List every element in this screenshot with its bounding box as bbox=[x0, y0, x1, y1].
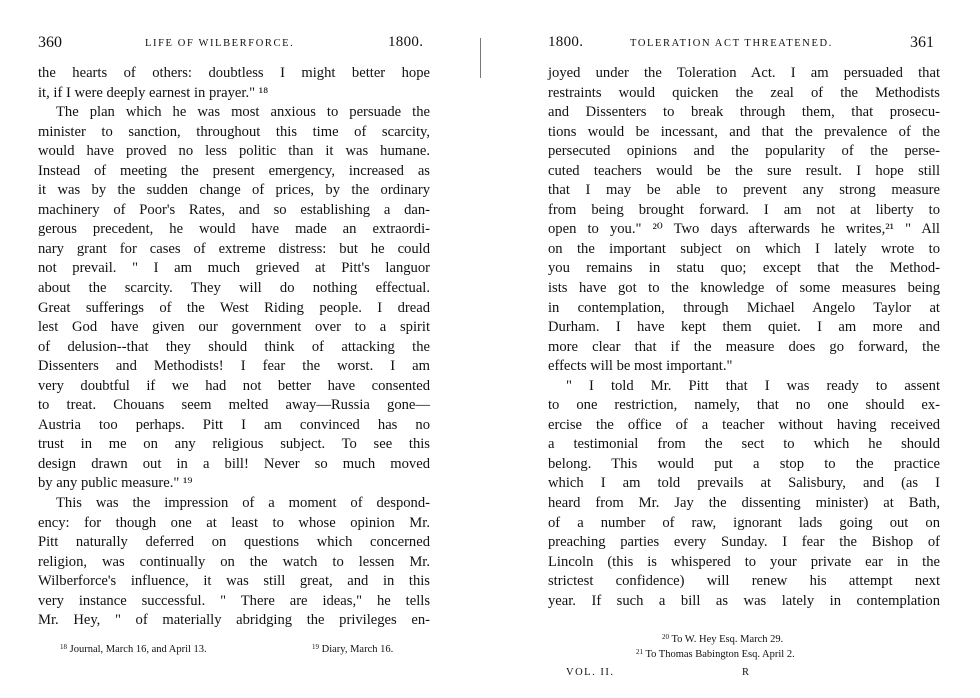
text-line: would have proved no less politic than it was humane. bbox=[38, 143, 430, 160]
running-head-left: LIFE OF WILBERFORCE. bbox=[145, 38, 295, 49]
text-line: year. If such a bill as was lately in contemplation bbox=[548, 592, 940, 609]
right-page bbox=[490, 0, 980, 698]
text-line: in contemplation, through Michael Angelo Taylor at bbox=[548, 299, 940, 316]
signature-volume: VOL. II. bbox=[566, 667, 615, 678]
text-line: Great sufferings of the West Riding people. I dread bbox=[38, 299, 430, 316]
left-body-text bbox=[38, 64, 430, 631]
text-line: Wilberforce's influence, it was still great, and in this bbox=[38, 573, 430, 590]
text-line: tions would be incessant, and that the prevalence of the bbox=[548, 123, 940, 140]
text-line: Mr. Hey, " of materially abridging the privileges en- bbox=[38, 612, 430, 629]
footnote-text: To W. Hey Esq. March 29. bbox=[671, 634, 784, 645]
text-line: belong. This would put a stop to the practice bbox=[548, 455, 940, 472]
text-line: it was by the sudden change of prices, by the ordinary bbox=[38, 182, 430, 199]
text-line: not prevail. " I am much grieved at Pitt's languor bbox=[38, 260, 430, 277]
text-line: of delusion--that they should think of attacking the bbox=[38, 338, 430, 355]
footnote-21 bbox=[636, 648, 795, 660]
text-line: ency: for though one at least to whose opinion Mr. bbox=[38, 514, 430, 531]
footnote-text: To Thomas Babington Esq. April 2. bbox=[645, 649, 795, 660]
right-body-text bbox=[548, 64, 940, 611]
text-line: ercise the office of a teacher without having received bbox=[548, 416, 940, 433]
text-line: the hearts of others: doubtless I might better hope bbox=[38, 65, 430, 81]
text-line: nary grant for cases of extreme distress: but he could bbox=[38, 240, 430, 257]
text-line: from being brought forward. I am not at liberty to bbox=[548, 201, 940, 218]
footnote-20 bbox=[662, 633, 783, 645]
text-line: very doubtful if we had not better have consented bbox=[38, 377, 430, 394]
text-line: a testimonial from the sect to which he should bbox=[548, 436, 940, 453]
text-line: design drawn out in a bill! Never so much moved bbox=[38, 455, 430, 472]
year-right: 1800. bbox=[548, 34, 584, 50]
text-line: of a number of raw, ignorant lads going out on bbox=[548, 514, 940, 531]
text-line: gerous precedent, he would have made an extraordi- bbox=[38, 221, 430, 238]
text-line: religion, was continually on the watch to lessen Mr. bbox=[38, 553, 430, 570]
gutter-mark bbox=[480, 38, 481, 78]
footnote-mark: 18 bbox=[60, 643, 67, 651]
text-line: about the scarcity. They will do nothing effectual. bbox=[38, 280, 430, 297]
signature-letter: R bbox=[742, 667, 750, 678]
footnote-18 bbox=[60, 643, 207, 655]
page-number-left: 360 bbox=[38, 34, 62, 51]
text-line: Austria too perhaps. Pitt I am convinced has no bbox=[38, 416, 430, 433]
text-line: which I am told prevails at Salisbury, and (as I bbox=[548, 475, 940, 492]
footnote-mark: 19 bbox=[312, 643, 319, 651]
text-line: on the important subject on which I lately wrote to bbox=[548, 240, 940, 257]
text-line: Dissenters and Methodists! I fear the worst. I am bbox=[38, 358, 430, 375]
text-line: heard from Mr. Jay the dissenting minister) at Bath, bbox=[548, 495, 940, 512]
footnote-text: Journal, March 16, and April 13. bbox=[69, 644, 207, 655]
text-line: it, if I were deeply earnest in prayer." ¹⁸ bbox=[38, 84, 269, 101]
text-line: Instead of meeting the present emergency, increased as bbox=[38, 162, 430, 179]
running-head-right: TOLERATION ACT THREATENED. bbox=[630, 38, 833, 49]
text-line: and Dissenters to break through them, that prosecu- bbox=[548, 104, 940, 121]
text-line: lest God have given our government over to a spirit bbox=[38, 319, 430, 336]
text-line: Pitt naturally deferred on questions which concerned bbox=[38, 534, 430, 551]
footnote-19 bbox=[312, 643, 393, 655]
text-line: strictest confidence) will renew his attempt next bbox=[548, 573, 940, 590]
text-line: This was the impression of a moment of despond- bbox=[56, 495, 430, 512]
year-left: 1800. bbox=[388, 34, 424, 50]
text-line: joyed under the Toleration Act. I am persuaded that bbox=[548, 65, 940, 81]
text-line: Durham. I have kept them quiet. I am more and bbox=[548, 319, 940, 336]
text-line: more clear that if the measure does go forward, the bbox=[548, 338, 940, 355]
text-line: preaching parties every Sunday. I fear the Bishop of bbox=[548, 534, 940, 551]
text-line: minister to sanction, throughout this time of scarcity, bbox=[38, 123, 430, 140]
text-line: persecuted opinions and the popularity of the perse- bbox=[548, 143, 940, 160]
text-line: to treat. Chouans seem melted away—Russia gone— bbox=[38, 397, 430, 414]
page-number-right: 361 bbox=[910, 34, 934, 51]
text-line: Lincoln (this is whispered to your private ear in the bbox=[548, 553, 940, 570]
text-line: restraints would quicken the zeal of the Methodists bbox=[548, 84, 940, 101]
text-line: you remains in statu quo; except that the Method- bbox=[548, 260, 940, 277]
text-line: effects will be most important." bbox=[548, 358, 733, 375]
text-line: machinery of Poor's Rates, and so establishing a dan- bbox=[38, 201, 430, 218]
text-line: that I may be able to prevent any strong measure bbox=[548, 182, 940, 199]
text-line: trust in me on any religious subject. To see this bbox=[38, 436, 430, 453]
text-line: cuted teachers would be the sure result. I hope still bbox=[548, 162, 940, 179]
text-line: very instance successful. " There are ideas," he tells bbox=[38, 592, 430, 609]
text-line: by any public measure." ¹⁹ bbox=[38, 475, 193, 492]
text-line: " I told Mr. Pitt that I was ready to assent bbox=[566, 377, 940, 394]
text-line: The plan which he was most anxious to persuade the bbox=[56, 104, 430, 121]
footnote-mark: 21 bbox=[636, 648, 643, 656]
left-page bbox=[0, 0, 470, 698]
footnote-text: Diary, March 16. bbox=[321, 644, 394, 655]
text-line: open to you." ²⁰ Two days afterwards he writes,²¹ " All bbox=[548, 221, 940, 238]
text-line: to one restriction, namely, that no one should ex- bbox=[548, 397, 940, 414]
text-line: ists have got to the knowledge of some measures being bbox=[548, 280, 940, 297]
footnote-mark: 20 bbox=[662, 633, 669, 641]
